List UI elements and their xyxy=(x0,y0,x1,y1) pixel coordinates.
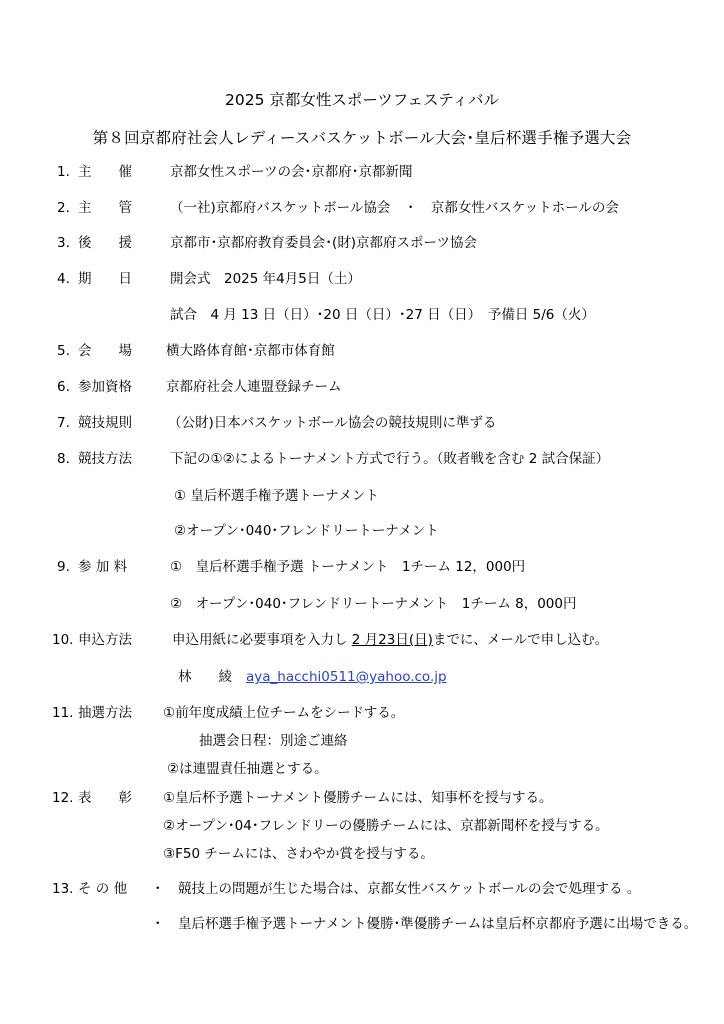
item-number: 8. xyxy=(57,451,70,467)
application-text-end: までに、メールで申し込む。 xyxy=(432,632,609,648)
item-application-value xyxy=(172,631,608,649)
item-method-value: 下記の①②によるトーナメント方式で行う。（敗者戦を含む 2 試合保証） xyxy=(170,451,610,467)
item-support-value: 京都市･京都府教育委員会･(財)京都府スポーツ協会 xyxy=(170,235,477,251)
document-subtitle: 第８回京都府社会人レディースバスケットボール大会･皇后杯選手権予選大会 xyxy=(92,129,632,147)
item-fee-line-2: ② オープン･040･フレンドリートーナメント 1チーム 8，000円 xyxy=(170,596,577,612)
item-number: 11. xyxy=(52,705,74,721)
item-label-method: 競技方法 xyxy=(78,451,132,467)
item-method-bracket-2: ②オープン･040･フレンドリートーナメント xyxy=(174,523,439,539)
item-venue-value: 横大路体育館･京都市体育館 xyxy=(166,343,335,359)
item-draw-line-2: 抽選会日程：別途ご連絡 xyxy=(199,733,348,749)
item-label-other: そ の 他 xyxy=(78,881,128,897)
item-number: 5. xyxy=(57,343,70,359)
item-other-line-2: ・ 皇后杯選手権予選トーナメント優勝･準優勝チームは皇后杯京都府予選に出場できる。 xyxy=(151,916,698,932)
item-awards-line-2: ②オープン･04･フレンドリーの優勝チームには、京都新聞杯を授与する。 xyxy=(163,818,609,834)
item-other-line-1: ・ 競技上の問題が生じた場合は、京都女性バスケットボールの会で処理する 。 xyxy=(151,881,641,897)
item-fee-line-1: ① 皇后杯選手権予選 トーナメント 1チーム 12，000円 xyxy=(170,559,526,575)
item-number: 10. xyxy=(52,632,74,648)
item-label-eligibility: 参加資格 xyxy=(78,379,132,395)
item-method-bracket-1: ① 皇后杯選手権予選トーナメント xyxy=(174,488,379,504)
item-number: 12. xyxy=(52,790,74,806)
application-text-start: 申込用紙に必要事項を入力し xyxy=(172,632,352,648)
item-label-awards: 表 彰 xyxy=(78,790,132,806)
application-deadline: 2 月23日(日) xyxy=(351,632,433,648)
item-number: 13. xyxy=(52,881,74,897)
document-title: 2025 京都女性スポーツフェスティバル xyxy=(225,91,499,109)
item-label-draw: 抽選方法 xyxy=(78,705,132,721)
item-number: 2. xyxy=(57,200,70,216)
item-draw-line-1: ①前年度成績上位チームをシードする。 xyxy=(163,705,405,721)
contact-name: 林 綾 xyxy=(178,669,232,685)
item-awards-line-1: ①皇后杯予選トーナメント優勝チームには、知事杯を授与する。 xyxy=(163,790,553,806)
item-number: 7. xyxy=(57,415,70,431)
item-rules-value: （公財)日本バスケットボール協会の競技規則に準ずる xyxy=(168,415,497,431)
item-label-application: 申込方法 xyxy=(78,632,132,648)
item-label-venue: 会 場 xyxy=(78,343,132,359)
item-number: 3. xyxy=(57,235,70,251)
item-number: 9. xyxy=(57,559,70,575)
item-label-date: 期 日 xyxy=(78,271,132,287)
item-eligibility-value: 京都府社会人連盟登録チーム xyxy=(166,379,342,395)
item-label-management: 主 管 xyxy=(78,200,132,216)
item-awards-line-3: ③F50 チームには、さわやか賞を授与する。 xyxy=(163,846,434,862)
item-date-games: 試合 4 月 13 日（日）･20 日（日）･27 日（日） 予備日 5/6（火） xyxy=(170,307,595,323)
contact-email-link[interactable]: aya_hacchi0511@yahoo.co.jp xyxy=(246,669,447,685)
item-date-opening: 開会式 2025 年4月5日（土） xyxy=(170,271,361,287)
item-label-rules: 競技規則 xyxy=(78,415,132,431)
item-number: 1. xyxy=(57,164,70,180)
item-label-organizer: 主 催 xyxy=(78,164,132,180)
item-organizer-value: 京都女性スポーツの会･京都府･京都新聞 xyxy=(170,164,413,180)
item-number: 6. xyxy=(57,379,70,395)
item-management-value: （一社)京都府バスケットボール協会 ・ 京都女性バスケットホールの会 xyxy=(170,200,619,216)
item-label-fee: 参 加 料 xyxy=(78,559,128,575)
item-number: 4. xyxy=(57,271,70,287)
item-draw-line-3: ②は連盟責任抽選とする。 xyxy=(167,761,328,777)
item-label-support: 後 援 xyxy=(78,235,132,251)
